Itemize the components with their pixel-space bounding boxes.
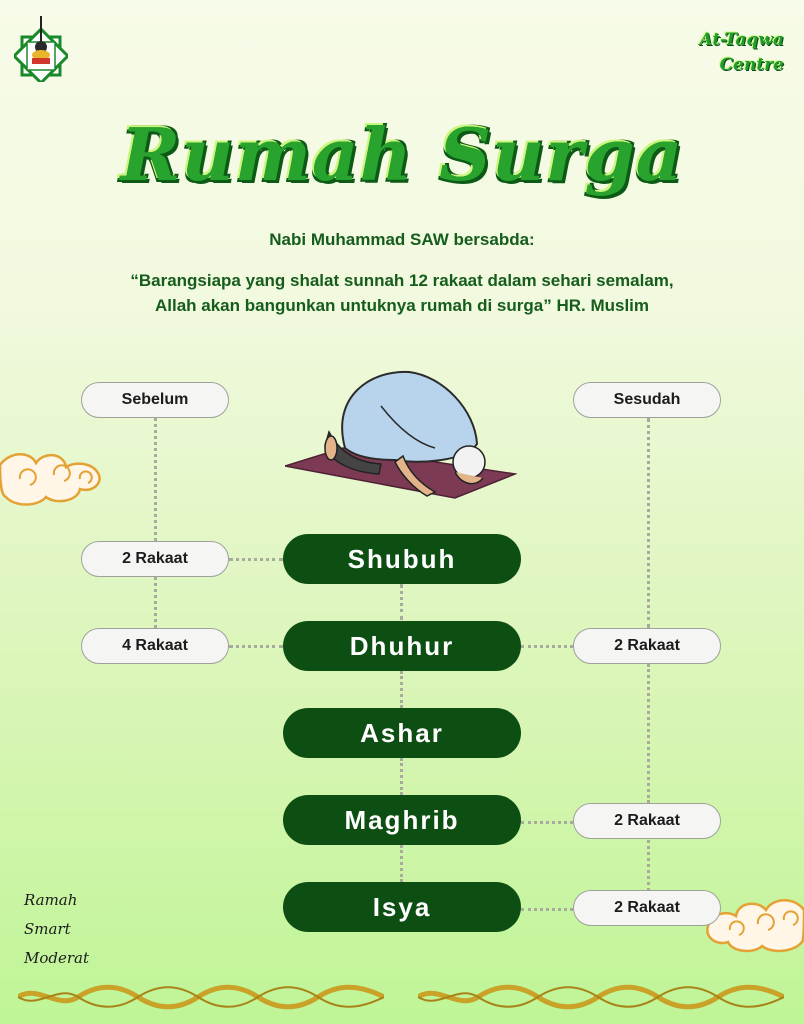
connector-line — [647, 840, 650, 891]
brand-line-2: Centre — [719, 55, 784, 75]
connector-line — [400, 671, 403, 708]
dhuhur-after-rakaat: 2 Rakaat — [573, 628, 721, 664]
prayer-isya: Isya — [283, 882, 521, 932]
prayer-maghrib: Maghrib — [283, 795, 521, 845]
connector-line — [229, 558, 283, 561]
prayer-shubuh: Shubuh — [283, 534, 521, 584]
connector-line — [154, 577, 157, 628]
maghrib-after-rakaat: 2 Rakaat — [573, 803, 721, 839]
connector-line — [647, 418, 650, 628]
hadith-heading: Nabi Muhammad SAW bersabda: — [269, 230, 535, 249]
isya-after-rakaat: 2 Rakaat — [573, 890, 721, 926]
connector-line — [521, 908, 573, 911]
motto-moderat: Moderat — [24, 949, 90, 967]
connector-line — [229, 645, 283, 648]
cloud-ornament-right-icon — [706, 892, 804, 956]
column-header-before: Sebelum — [81, 382, 229, 418]
column-header-after: Sesudah — [573, 382, 721, 418]
connector-line — [521, 645, 573, 648]
mosque-logo-icon — [14, 14, 68, 82]
shubuh-before-rakaat: 2 Rakaat — [81, 541, 229, 577]
prayer-ashar: Ashar — [283, 708, 521, 758]
connector-line — [521, 821, 573, 824]
connector-line — [400, 758, 403, 795]
brand-line-1: At-Taqwa — [699, 30, 784, 50]
page-title: Rumah Surga — [120, 112, 684, 197]
connector-line — [400, 584, 403, 620]
connector-line — [400, 845, 403, 882]
hadith-quote-line-2: Allah akan bangunkan untuknya rumah di surga” HR. Muslim — [154, 296, 650, 315]
brand-name — [684, 28, 784, 78]
motto-smart: Smart — [24, 920, 71, 938]
gold-ornament-left-icon — [18, 984, 384, 1010]
connector-line — [647, 664, 650, 803]
dhuhur-before-rakaat: 4 Rakaat — [81, 628, 229, 664]
motto — [24, 886, 134, 973]
motto-ramah: Ramah — [24, 891, 78, 909]
prayer-dhuhur: Dhuhur — [283, 621, 521, 671]
hadith-quote-line-1: “Barangsiapa yang shalat sunnah 12 rakaat dalam sehari semalam, — [130, 271, 674, 290]
praying-person-illustration — [285, 366, 517, 504]
connector-line — [154, 418, 157, 541]
cloud-ornament-left-icon — [0, 445, 104, 509]
gold-ornament-right-icon — [418, 984, 784, 1010]
hadith-quote — [60, 268, 744, 318]
